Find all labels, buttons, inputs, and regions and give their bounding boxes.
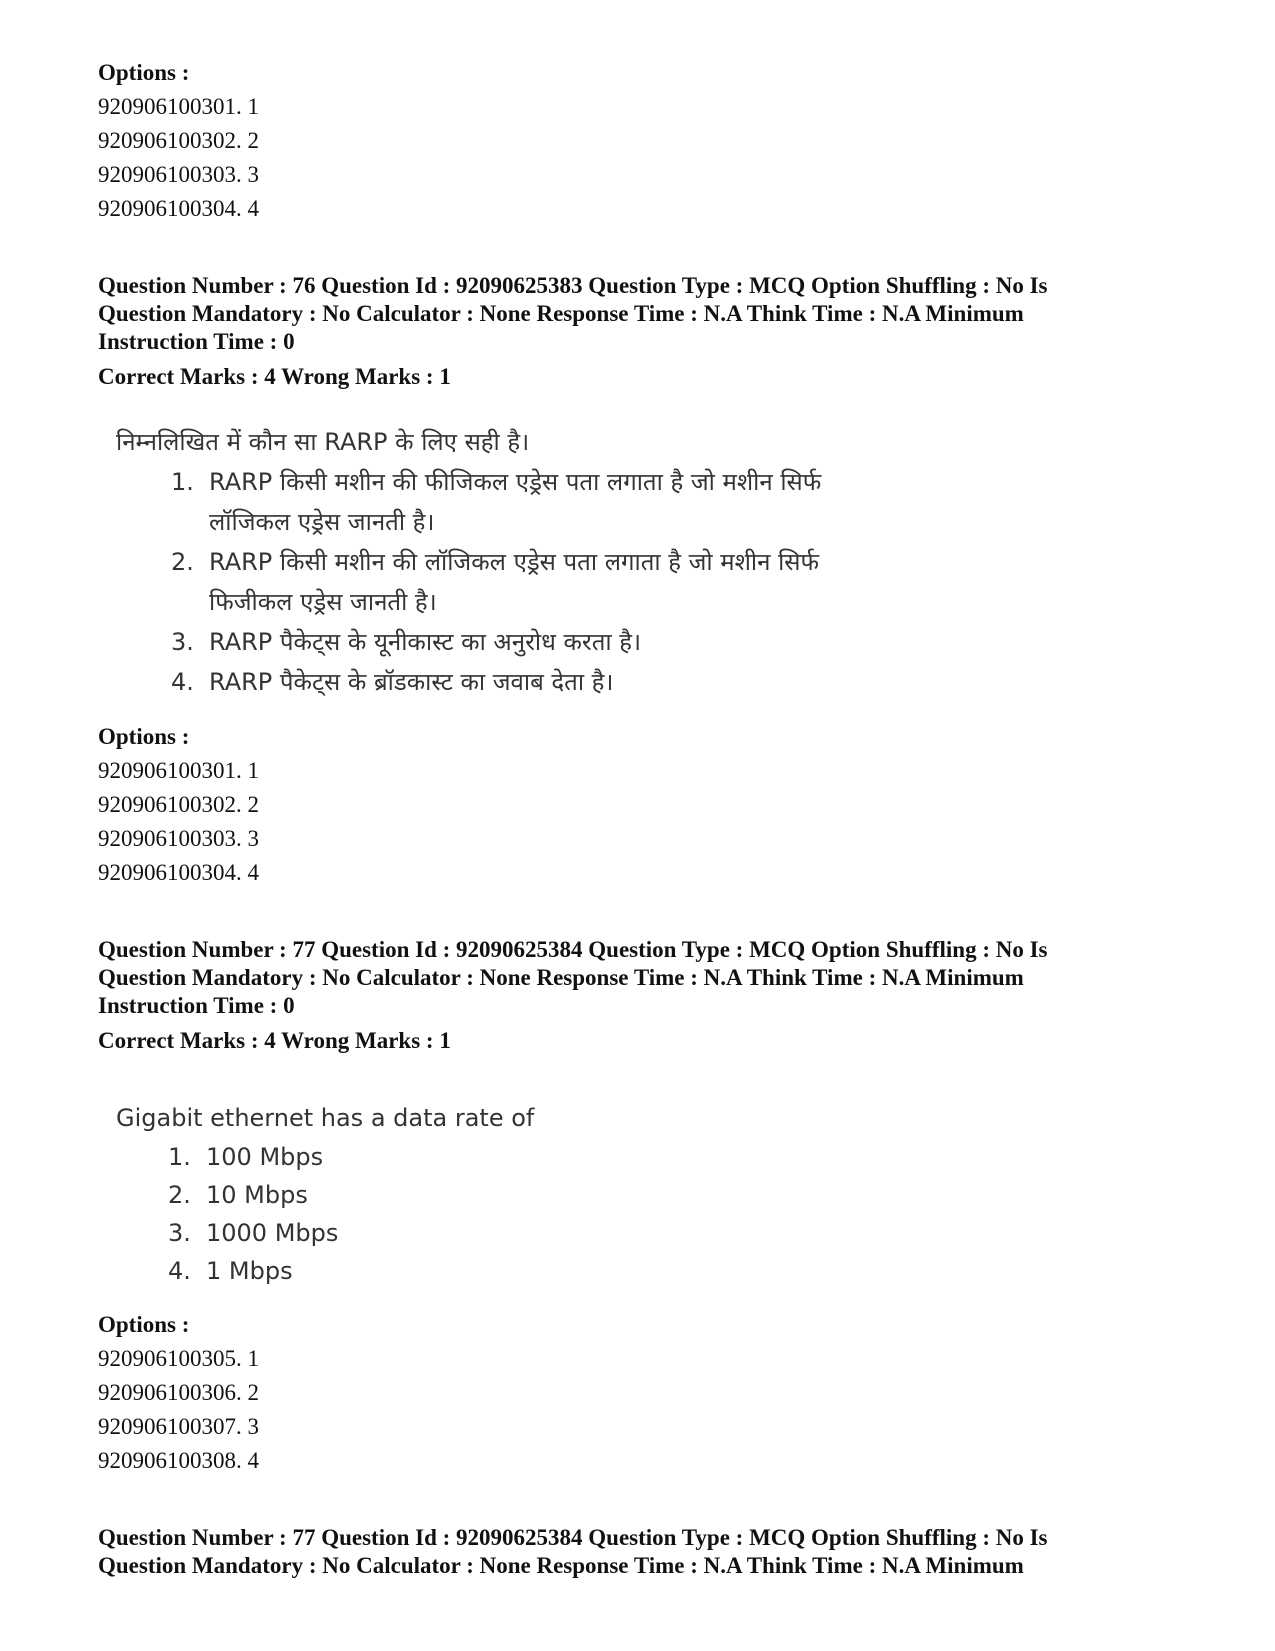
option-line: 920906100307. 3 [98,1414,259,1439]
statement-text: RARP किसी मशीन की लॉजिकल एड्रेस पता लगाता है जो मशीन सिर्फ फिजीकल एड्रेस जानती है। [209,548,820,616]
question-meta-line: Question Mandatory : No Calculator : None Response Time : N.A Think Time : N.A Minimum [98,301,1024,326]
question-text-image [116,422,1198,702]
choice-number: 1. [168,1143,191,1171]
question-76 [98,272,1198,890]
statement-item [171,662,1198,702]
question-meta-line: Question Number : 77 Question Id : 92090625384 Question Type : MCQ Option Shuffling : No Is [98,1525,1048,1550]
question-marks: Correct Marks : 4 Wrong Marks : 1 [98,364,451,389]
answer-choice [168,1214,1198,1252]
option-line: 920906100304. 4 [98,196,259,221]
choice-number: 4. [168,1257,191,1285]
options-heading: Options : [98,724,190,749]
question-meta-line: Instruction Time : 0 [98,993,295,1018]
option-line: 920906100301. 1 [98,758,259,783]
option-line: 920906100306. 2 [98,1380,259,1405]
options-block [98,720,1198,890]
option-line: 920906100302. 2 [98,792,259,817]
statement-item [171,542,1198,622]
options-block-top [98,56,1198,226]
statement-item [171,622,1198,662]
question-meta-line: Question Number : 77 Question Id : 92090625384 Question Type : MCQ Option Shuffling : No Is [98,937,1048,962]
statement-text: RARP किसी मशीन की फीजिकल एड्रेस पता लगाता है जो मशीन सिर्फ लॉजिकल एड्रेस जानती है। [209,468,822,536]
statement-number: 3. [171,628,194,656]
choice-number: 2. [168,1181,191,1209]
question-meta-line: Question Mandatory : No Calculator : None Response Time : N.A Think Time : N.A Minimum [98,965,1024,990]
answer-choice [168,1252,1198,1290]
question-meta [98,1524,1198,1580]
choice-text: 1000 Mbps [206,1219,339,1247]
question-77-repeat [98,1524,1198,1580]
question-stem: निम्नलिखित में कौन सा RARP के लिए सही है। [116,428,530,456]
answer-choice [168,1138,1198,1176]
question-meta [98,936,1198,1020]
choice-text: 1 Mbps [206,1257,293,1285]
options-block [98,1308,1198,1478]
question-statement-list [116,462,1198,702]
option-line: 920906100304. 4 [98,860,259,885]
answer-choice [168,1176,1198,1214]
question-meta-line: Question Mandatory : No Calculator : None Response Time : N.A Think Time : N.A Minimum [98,1553,1024,1578]
option-line: 920906100305. 1 [98,1346,259,1371]
options-heading: Options : [98,1312,190,1337]
option-line: 920906100303. 3 [98,826,259,851]
option-line: 920906100308. 4 [98,1448,259,1473]
choice-text: 100 Mbps [206,1143,324,1171]
option-line: 920906100301. 1 [98,94,259,119]
option-line: 920906100303. 3 [98,162,259,187]
question-meta-line: Question Number : 76 Question Id : 92090625383 Question Type : MCQ Option Shuffling : No Is [98,273,1048,298]
statement-number: 1. [171,468,194,496]
question-text-image [116,1098,1198,1290]
statement-text: RARP पैकेट्स के यूनीकास्ट का अनुरोध करता है। [209,628,642,656]
options-heading: Options : [98,60,190,85]
question-marks: Correct Marks : 4 Wrong Marks : 1 [98,1028,451,1053]
choice-number: 3. [168,1219,191,1247]
choice-text: 10 Mbps [206,1181,308,1209]
question-meta [98,272,1198,356]
answer-choice-list [116,1138,1198,1290]
statement-text: RARP पैकेट्स के ब्रॉडकास्ट का जवाब देता है। [209,668,614,696]
statement-number: 4. [171,668,194,696]
statement-item [171,462,1198,542]
question-stem: Gigabit ethernet has a data rate of [116,1104,535,1132]
option-line: 920906100302. 2 [98,128,259,153]
statement-number: 2. [171,548,194,576]
document-page [98,56,1198,1580]
question-77 [98,936,1198,1478]
question-meta-line: Instruction Time : 0 [98,329,295,354]
